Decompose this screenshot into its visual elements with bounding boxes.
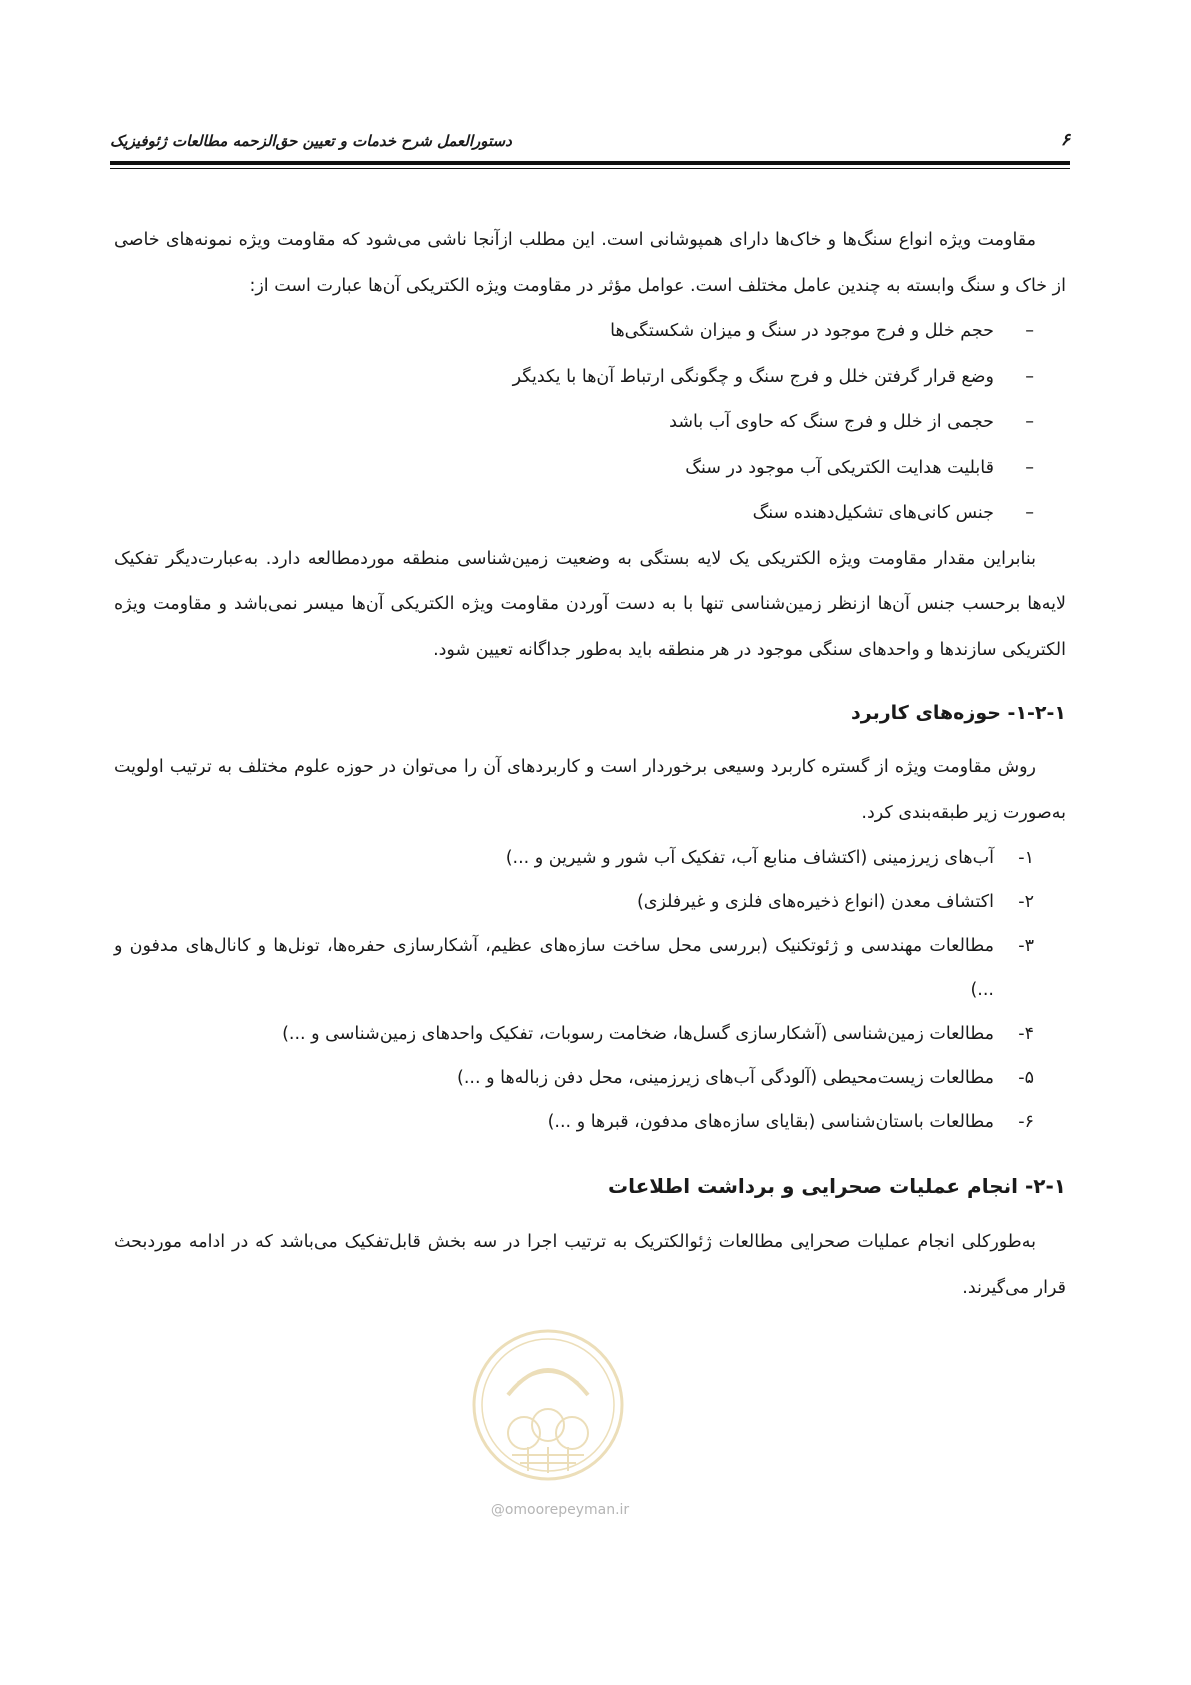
section-heading-applications: ۱-۲-۱- حوزه‌های کاربرد: [851, 702, 1066, 724]
list-item: [114, 491, 1034, 537]
applications-list: [114, 836, 1066, 1144]
dash-marker: –: [1025, 412, 1034, 432]
list-item-text: وضع قرار گرفتن خلل و فرج سنگ و چگونگی ارتباط آن‌ها با یکدیگر: [512, 366, 994, 387]
item-number: ۱-: [1018, 848, 1034, 868]
page-number: ۶: [1060, 130, 1070, 150]
list-item: [114, 1056, 1034, 1100]
dash-marker: –: [1025, 457, 1034, 478]
header-title: دستورالعمل شرح خدمات و تعیین حق‌الزحمه مطالعات ژئوفیزیک: [110, 132, 512, 150]
item-number: ۲-: [1018, 892, 1034, 912]
intro-paragraph: مقاومت ویژه انواع سنگ‌ها و خاک‌ها دارای همپوشانی است. این مطلب ازآنجا ناشی می‌شود که مقاومت ویژه نمونه‌های خاصی از خاک و سنگ وابسته به چندین عامل مختلف است. عوامل مؤثر در مقاومت ویژه الکتریکی آن‌ها عبارت است از:: [114, 230, 1066, 296]
list-item-text: جنس کانی‌های تشکیل‌دهنده سنگ: [752, 503, 994, 523]
list-item-text: آب‌های زیرزمینی (اکتشاف منابع آب، تفکیک آب شور و شیرین و ...): [505, 848, 994, 868]
list-item-text: مطالعات زمین‌شناسی (آشکارسازی گسل‌ها، ضخامت رسوبات، تفکیک واحدهای زمین‌شناسی و ...): [282, 1024, 994, 1044]
header-rule-thick: [110, 161, 1070, 165]
item-number: ۶-: [1018, 1112, 1034, 1132]
list-item-text: قابلیت هدایت الکتریکی آب موجود در سنگ: [685, 457, 994, 478]
list-item-text: مطالعات زیست‌محیطی (آلودگی آب‌های زیرزمینی، محل دفن زباله‌ها و ...): [457, 1068, 994, 1088]
page-header: [110, 126, 1070, 156]
field-operations-paragraph: به‌طورکلی انجام عملیات صحرایی مطالعات ژئوالکتریک به ترتیب اجرا در سه بخش قابل‌تفکیک می‌باشد که در ادامه موردبحث قرار می‌گیرند.: [114, 1232, 1066, 1298]
factors-list: [114, 309, 1066, 537]
list-item: [114, 446, 1034, 492]
dash-marker: –: [1025, 503, 1034, 523]
header-rule-thin: [110, 168, 1070, 169]
page-content: [114, 218, 1066, 1311]
list-item: [114, 1100, 1034, 1144]
list-item: [114, 400, 1034, 446]
list-item: [114, 309, 1034, 355]
item-number: ۴-: [1018, 1024, 1034, 1044]
item-number: ۵-: [1018, 1068, 1034, 1088]
list-item: [114, 1012, 1034, 1056]
dash-marker: –: [1025, 321, 1034, 341]
list-item: [114, 880, 1034, 924]
watermark-url: @omoorepeyman.ir: [490, 1502, 630, 1518]
applications-intro: روش مقاومت ویژه از گستره کاربرد وسیعی برخوردار است و کاربردهای آن را می‌توان در حوزه علوم مختلف به ترتیب اولویت به‌صورت زیر طبقه‌بندی کرد.: [114, 757, 1066, 823]
list-item-text: مطالعات مهندسی و ژئوتکنیک (بررسی محل ساخت سازه‌های عظیم، آشکارسازی حفره‌ها، تونل‌ها و کانال‌های مدفون و ...): [114, 936, 994, 1000]
list-item: [114, 355, 1034, 401]
list-item: [114, 924, 1034, 1012]
list-item-text: اکتشاف معدن (انواع ذخیره‌های فلزی و غیرفلزی): [636, 892, 994, 912]
list-item-text: حجم خلل و فرج موجود در سنگ و میزان شکستگی‌ها: [610, 321, 994, 341]
item-number: ۳-: [1018, 936, 1034, 956]
list-item-text: مطالعات باستان‌شناسی (بقایای سازه‌های مدفون، قبرها و ...): [547, 1112, 994, 1132]
list-item-text: حجمی از خلل و فرج سنگ که حاوی آب باشد: [669, 412, 994, 432]
summary-paragraph: بنابراین مقدار مقاومت ویژه الکتریکی یک لایه بستگی به وضعیت زمین‌شناسی منطقه موردمطالعه دارد. به‌عبارت‌دیگر تفکیک لایه‌ها برحسب جنس آن‌ها ازنظر زمین‌شناسی تنها با به دست آوردن مقاومت ویژه الکتریکی آن‌ها میسر نمی‌باشد و مقاومت ویژه الکتریکی سازندها و واحدهای سنگی موجود در هر منطقه باید به‌طور جداگانه تعیین شود.: [114, 548, 1066, 660]
dash-marker: –: [1025, 366, 1034, 387]
list-item: [114, 836, 1034, 880]
watermark-logo-icon: [468, 1325, 628, 1485]
section-heading-field-operations: ۲-۱- انجام عملیات صحرایی و برداشت اطلاعات: [607, 1174, 1066, 1198]
